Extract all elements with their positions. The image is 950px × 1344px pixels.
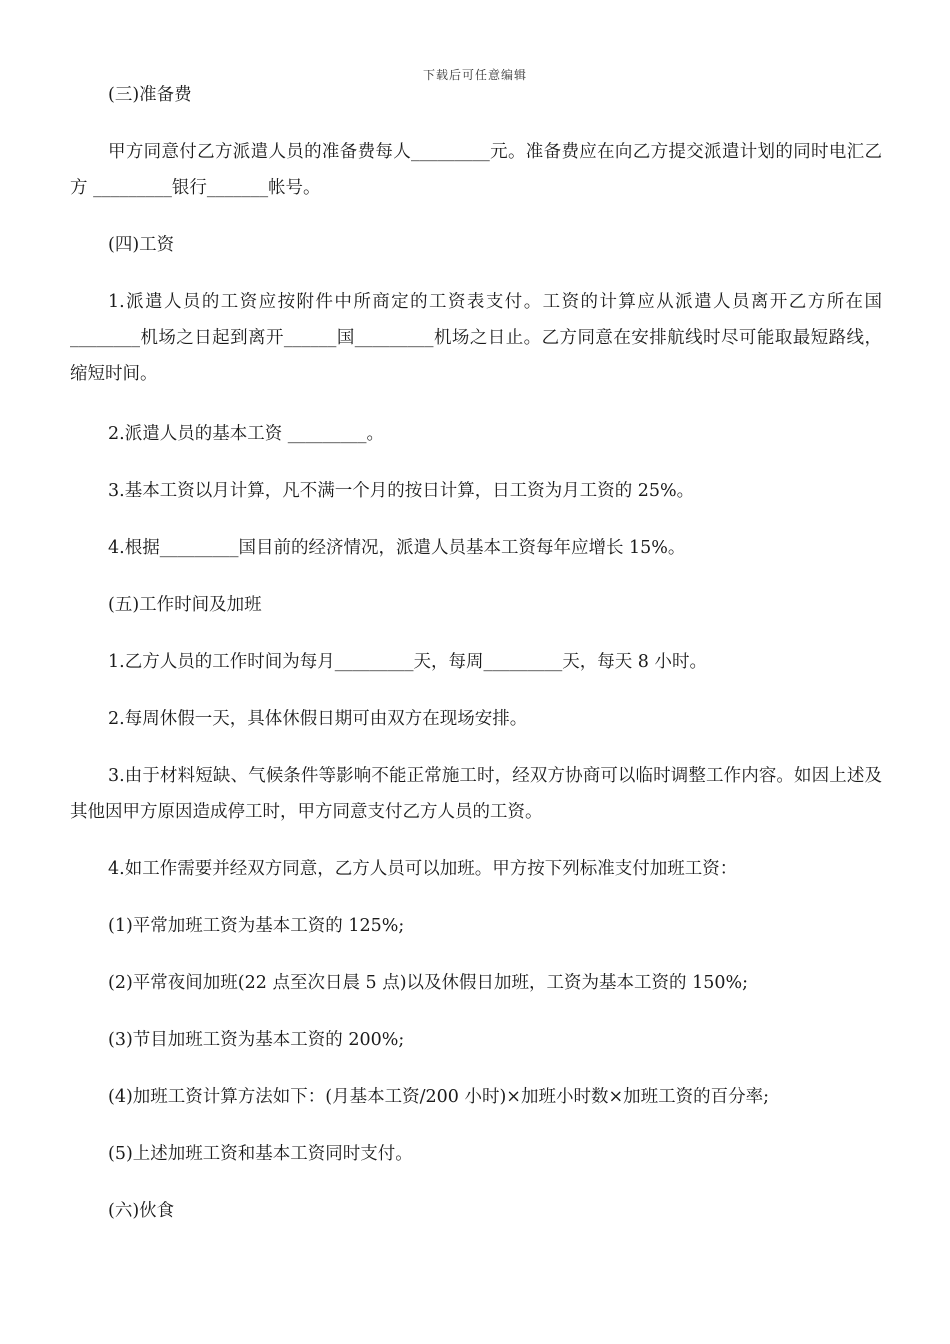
header-watermark: 下载后可任意编辑 [422, 68, 527, 82]
overtime-item-5: (5)上述加班工资和基本工资同时支付。 [108, 1144, 413, 1164]
paragraph-wage-1: 1.派遣人员的工资应按附件中所商定的工资表支付。工资的计算应从派遣人员离开乙方所在国________机场之日起到离开______国_________机场之日止。乙方同意在安排航线时尽可能取最短路线，缩短时间。 [70, 292, 882, 384]
overtime-item-3: (3)节目加班工资为基本工资的 200%; [108, 1030, 405, 1050]
section-heading-work-hours: (五)工作时间及加班 [108, 595, 262, 615]
paragraph-preparation-fee: 甲方同意付乙方派遣人员的准备费每人_________元。准备费应在向乙方提交派遣计划的同时电汇乙方 _________银行_______帐号。 [70, 142, 882, 198]
section-heading-meals: (六)伙食 [108, 1201, 175, 1221]
paragraph-hours-3: 3.由于材料短缺、气候条件等影响不能正常施工时，经双方协商可以临时调整工作内容。如因上述及其他因甲方原因造成停工时，甲方同意支付乙方人员的工资。 [70, 766, 882, 822]
overtime-item-2: (2)平常夜间加班(22 点至次日晨 5 点)以及休假日加班，工资为基本工资的 150%; [108, 973, 749, 993]
overtime-item-4: (4)加班工资计算方法如下：(月基本工资/200 小时)×加班小时数×加班工资的百分率; [108, 1087, 770, 1107]
paragraph-wage-4: 4.根据_________国目前的经济情况，派遣人员基本工资每年应增长 15%。 [108, 538, 686, 558]
paragraph-wage-2: 2.派遣人员的基本工资 _________。 [108, 424, 385, 444]
paragraph-wage-3: 3.基本工资以月计算，凡不满一个月的按日计算，日工资为月工资的 25%。 [108, 481, 695, 501]
paragraph-hours-1: 1.乙方人员的工作时间为每月_________天，每周_________天，每天 8 小时。 [108, 652, 707, 672]
paragraph-hours-2: 2.每周休假一天，具体休假日期可由双方在现场安排。 [108, 709, 528, 729]
paragraph-hours-4: 4.如工作需要并经双方同意，乙方人员可以加班。甲方按下列标准支付加班工资： [108, 859, 738, 879]
section-heading-preparation-fee: (三)准备费 [108, 85, 192, 105]
section-heading-wages: (四)工资 [108, 235, 175, 255]
overtime-item-1: (1)平常加班工资为基本工资的 125%; [108, 916, 405, 936]
